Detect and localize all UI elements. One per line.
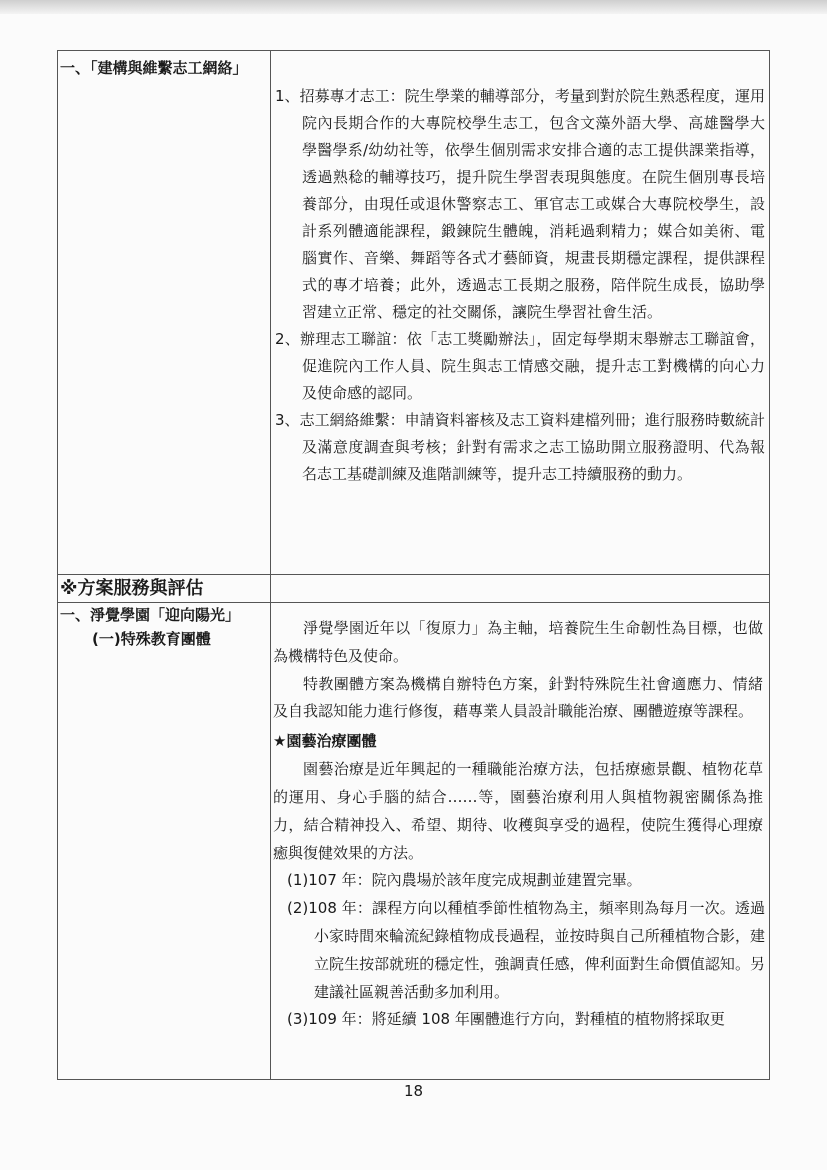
volunteer-network-heading: 一、「建構與維繫志工網絡」 [60,59,248,77]
section-title: ※方案服務與評估 [60,578,204,599]
year-item: (3)109 年：將延續 108 年團體進行方向，對種植的植物將採取更 [287,1010,725,1029]
list-item: 2、辦理志工聯誼：依「志工獎勵辦法」，固定每學期末舉辦志工聯誼會，促進院內工作人員、院生與志工情感交融，提升志工對機構的向心力及使命感的認同。 [275,330,765,402]
table-cell-right [271,603,770,1080]
table-row [58,603,770,1080]
table-cell-left [58,51,271,575]
page-number: 18 [403,1082,424,1100]
plan-table [57,50,770,1080]
table-cell-left [58,603,271,1080]
year-item: (1)107 年：院內農場於該年度完成規劃並建置完畢。 [287,871,642,890]
scan-edge [0,0,827,14]
paragraph: 園藝治療是近年興起的一種職能治療方法，包括療癒景觀、植物花草的運用、身心手腦的結合……等，園藝治療利用人與植物親密關係為推力，結合精神投入、希望、期待、收穫與享受的過程，使院生獲得心理療癒與復健效果的方法。 [273,760,763,862]
table-row [58,575,770,603]
table-cell-left [58,575,271,603]
paragraph: 特教團體方案為機構自辦特色方案，針對特殊院生社會適應力、情緒及自我認知能力進行修復，藉專業人員設計職能治療、團體遊療等課程。 [273,674,763,721]
horticulture-therapy-title: ★園藝治療團體 [273,732,377,751]
table-cell-right [271,575,770,603]
list-item: 3、志工網絡維繫：申請資料審核及志工資料建檔列冊；進行服務時數統計及滿意度調查與考核；針對有需求之志工協助開立服務證明、代為報名志工基礎訓練及進階訓練等，提升志工持續服務的動力。 [275,411,765,483]
year-item: (2)108 年：課程方向以種植季節性植物為主，頻率則為每月一次。透過小家時間來輪流紀錄植物成長過程，並按時與自己所種植物合影，建立院生按部就班的穩定性，強調責任感，俾利面對生命價值認知。另建議社區親善活動多加利用。 [287,899,765,1001]
program-subheading: (一)特殊教育團體 [92,630,211,648]
table-row [58,51,770,575]
program-heading: 一、淨覺學園「迎向陽光」 [60,606,241,624]
list-item: 1、招募專才志工：院生學業的輔導部分，考量到對於院生熟悉程度，運用院內長期合作的大專院校學生志工，包含文藻外語大學、高雄醫學大學醫學系/幼幼社等，依學生個別需求安排合適的志工提供課業指導，透過熟稔的輔導技巧，提升院生學習表現與態度。在院生個別專長培養部分，由現任或退休警察志工、軍官志工或媒合大專院校學生，設計系列體適能課程，鍛鍊院生體魄，消耗過剩精力；媒合如美術、電腦實作、音樂、舞蹈等各式才藝師資，規畫長期穩定課程，提供課程式的專才培養；此外，透過志工長期之服務，陪伴院生成長，協助學習建立正常、穩定的社交關係，讓院生學習社會生活。 [275,87,765,321]
paragraph: 淨覺學園近年以「復原力」為主軸，培養院生生命韌性為目標，也做為機構特色及使命。 [273,619,763,665]
table-cell-right [271,51,770,575]
